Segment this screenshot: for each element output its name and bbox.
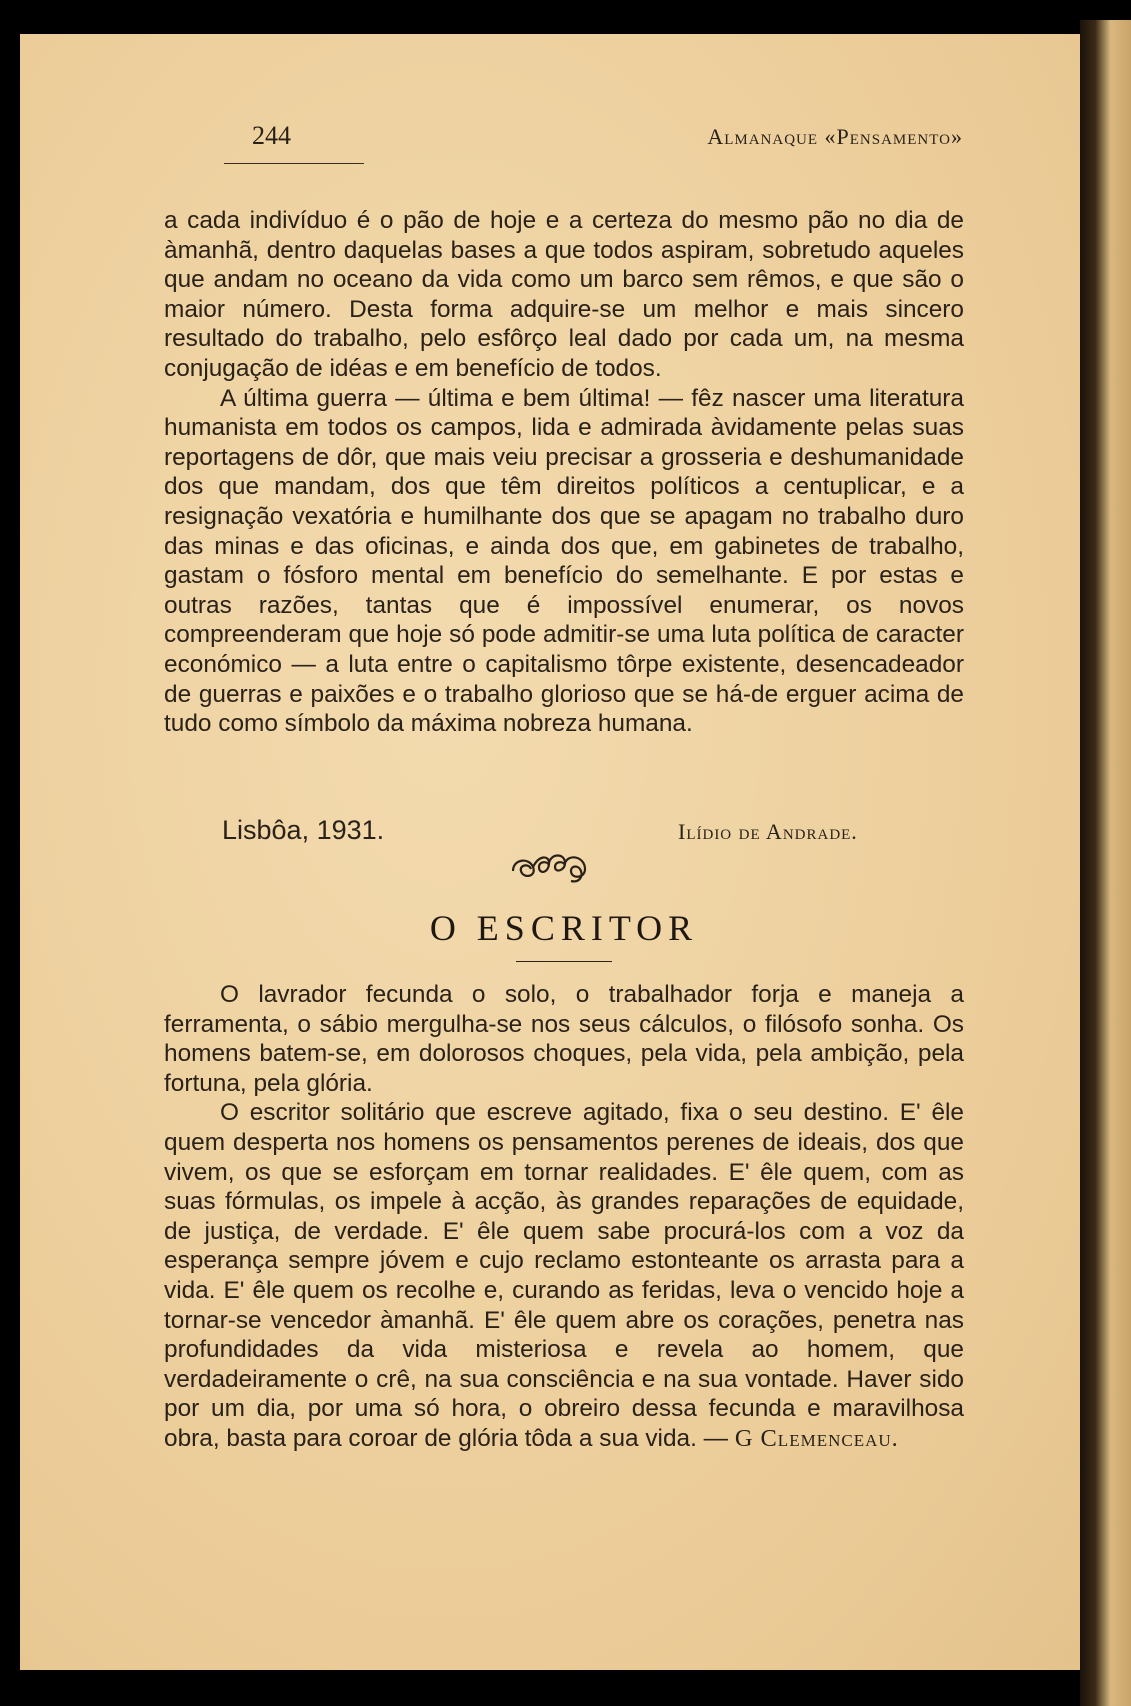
author-signature: Ilídio de Andrade. (678, 819, 858, 844)
author-signature: G Clemenceau. (734, 1424, 899, 1452)
article-2-body (164, 980, 964, 1454)
ornament-icon (509, 849, 589, 887)
paragraph: O lavrador fecunda o solo, o trabalhador forja e maneja a ferramenta, o sábio mergulha-se nos seus cálculos, o filósofo sonha. Os homens batem-se, em dolorosos choques, pela vida, pela ambição, pela fortuna, pela glória. (164, 981, 964, 1097)
place-date: Lisbôa, 1931. (222, 815, 385, 845)
header-rule (224, 163, 364, 164)
running-title: Almanaque «Pensamento» (707, 124, 963, 149)
section-title: O ESCRITOR (429, 908, 699, 948)
paragraph: O escritor solitário que escreve agitado, fixa o seu destino. E' êle quem desperta nos homens os pensamentos perenes de ideais, dos que vivem, os que se esforçam em tornar realidades. E' êle quem, com as suas fórmulas, os impele à acção, às grandes reparações de equidade, de justiça, de verdade. E' êle quem sabe procurá-los com a voz da esperança sempre jóvem e cujo reclamo estonteante os arrasta para a vida. E' êle quem os recolhe e, curando as feridas, leva o vencido hoje a tornar-se vencedor àmanhã. E' êle quem abre os corações, penetra nas profundidades da vida misteriosa e revela ao homem, que verdadeiramente o crê, na sua consciência e na sua vontade. Haver sido por um dia, por uma só hora, o obreiro dessa fecunda e maravilhosa obra, basta para coroar de glória tôda a sua vida. — (164, 1099, 964, 1452)
scan-border (1080, 0, 1131, 20)
page-gutter (1080, 20, 1131, 1706)
page-number: 244 (252, 121, 291, 150)
paragraph: A última guerra — última e bem última! — fêz nascer uma literatura humanista em todos os campos, lida e admirada àvidamente pelas suas reportagens de dôr, que mais veiu precisar a grosseria e deshumanidade dos que mandam, dos que têm direitos políticos a centuplicar, e a resignação vexatória e humilhante dos que se apagam no trabalho duro das minas e das oficinas, e ainda dos que, em gabinetes de trabalho, gastam o fósforo mental em benefício do semelhante. E por estas e outras razões, tantas que é impossível enumerar, os novos compreenderam que hoje só pode admitir-se uma luta política de caracter económico — a luta entre o capitalismo tôrpe existente, desencadeador de guerras e paixões e o trabalho glorioso que se há-de erguer acima de tudo como símbolo da máxima nobreza humana. (164, 384, 964, 738)
paragraph: a cada indivíduo é o pão de hoje e a certeza do mesmo pão no dia de àmanhã, dentro daquelas bases a que todos aspiram, sobretudo aqueles que andam no oceano da vida como um barco sem rêmos, e que são o maior número. Desta forma adquire-se um melhor e mais sincero resultado do trabalho, pelo esfôrço leal dado por cada um, na mesma conjugação de idéas e em benefício de todos. (164, 207, 964, 382)
paragraph-with-signature (164, 1098, 964, 1453)
article-1-body (164, 206, 964, 739)
section-rule (516, 961, 612, 962)
